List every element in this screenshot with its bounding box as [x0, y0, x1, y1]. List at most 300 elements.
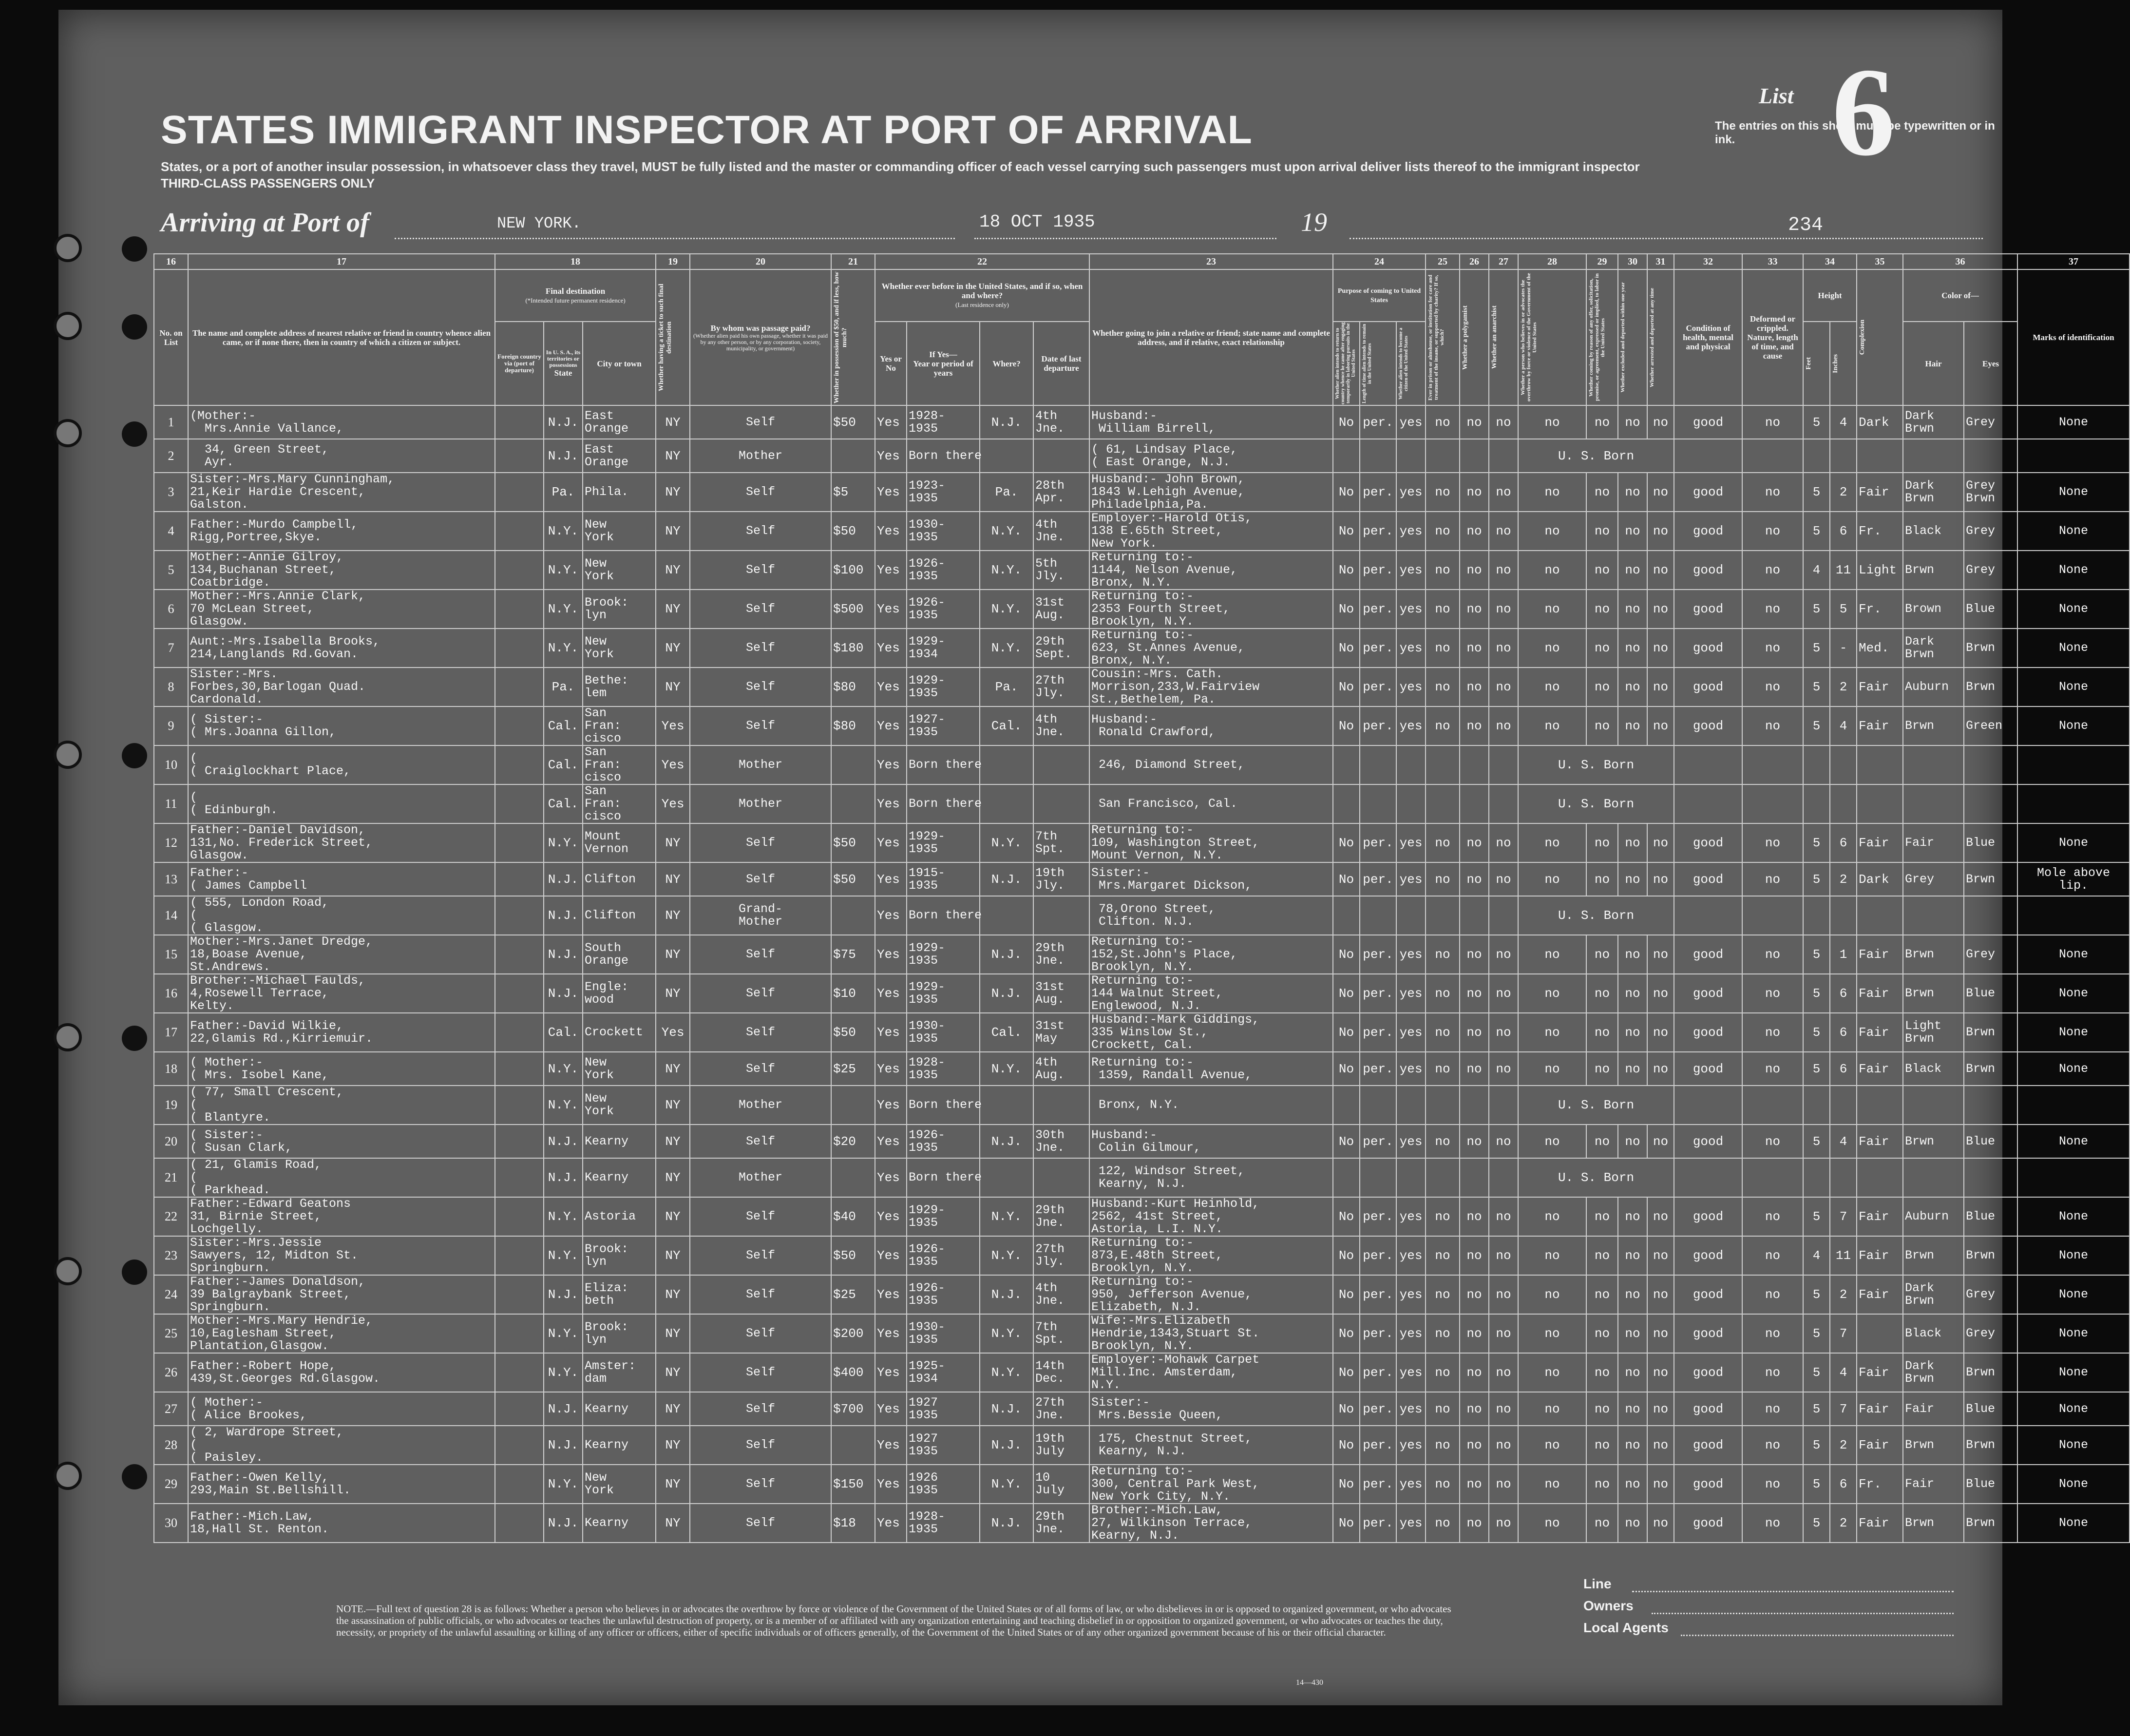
prison-value [1426, 439, 1460, 473]
row-number: 12 [154, 823, 188, 862]
departure-date: 27th Jly. [1033, 1236, 1089, 1275]
complexion-value: Fair [1857, 1013, 1903, 1052]
purpose-citizen: yes [1396, 1392, 1426, 1426]
identification-marks: None [2017, 1197, 2130, 1236]
before-us-value: Yes [875, 551, 907, 590]
header-marks: Marks of identification [2017, 269, 2130, 405]
ticket-value: NY [656, 551, 690, 590]
row-number: 30 [154, 1504, 188, 1543]
passage-paid-by: Self [690, 1236, 831, 1275]
foreign-country [495, 629, 544, 668]
prison-value: no [1426, 1052, 1460, 1086]
relative-abroad: ( Sister:- ( Mrs.Joanna Gillon, [188, 706, 495, 745]
relative-abroad: Mother:-Mrs.Mary Hendrie, 10,Eaglesham Street, Plantation,Glasgow. [188, 1314, 495, 1353]
destination-state: N.Y. [544, 1465, 583, 1504]
departure-date: 10 July [1033, 1465, 1089, 1504]
relative-abroad: Sister:-Mrs.Mary Cunningham, 21,Keir Hardie Crescent, Galston. [188, 473, 495, 512]
foreign-country [495, 1158, 544, 1197]
row-number: 15 [154, 935, 188, 974]
purpose-citizen [1396, 439, 1426, 473]
before-us-where: N.J. [980, 974, 1033, 1013]
excluded-value: no [1618, 1236, 1647, 1275]
health-value [1674, 1158, 1742, 1197]
contract-value: no [1586, 1465, 1618, 1504]
contract-value: no [1586, 551, 1618, 590]
height-inches: 1 [1830, 935, 1857, 974]
height-feet: 5 [1803, 473, 1830, 512]
eye-color: Grey [1964, 551, 2017, 590]
hair-color [1903, 896, 1964, 935]
contract-value: no [1586, 1052, 1618, 1086]
passage-paid-by: Self [690, 629, 831, 668]
purpose-citizen: yes [1396, 629, 1426, 668]
eye-color [1964, 896, 2017, 935]
table-row [154, 896, 2130, 935]
joining-relative: Bronx, N.Y. [1089, 1086, 1333, 1125]
before-us-value: Yes [875, 629, 907, 668]
prison-value: no [1426, 1504, 1460, 1543]
departure-date: 4th Jne. [1033, 512, 1089, 551]
table-row [154, 1504, 2130, 1543]
binder-hole [54, 741, 82, 769]
identification-marks: None [2017, 1465, 2130, 1504]
money-value: $50 [831, 512, 875, 551]
overthrow-value: U. S. Born [1518, 896, 1674, 935]
identification-marks: None [2017, 473, 2130, 512]
overthrow-value: no [1518, 629, 1586, 668]
destination-state: N.J. [544, 862, 583, 896]
overthrow-value: U. S. Born [1518, 439, 1674, 473]
purpose-return: No [1333, 512, 1360, 551]
purpose-length: per. [1360, 590, 1396, 629]
deformed-value: no [1742, 862, 1803, 896]
health-value: good [1674, 935, 1742, 974]
health-value: good [1674, 1052, 1742, 1086]
health-value: good [1674, 551, 1742, 590]
table-row [154, 1086, 2130, 1125]
complexion-value: Fair [1857, 668, 1903, 706]
arrested-value: no [1647, 551, 1674, 590]
table-row [154, 629, 2130, 668]
ticket-value: NY [656, 896, 690, 935]
arrested-value: no [1647, 405, 1674, 439]
anarchist-value [1489, 1086, 1518, 1125]
deformed-value [1742, 784, 1803, 823]
identification-marks [2017, 896, 2130, 935]
relative-abroad: Father:-Daniel Davidson, 131,No. Frederick Street, Glasgow. [188, 823, 495, 862]
health-value [1674, 896, 1742, 935]
relative-abroad: Father:-Robert Hope, 439,St.Georges Rd.Glasgow. [188, 1353, 495, 1392]
anarchist-value: no [1489, 1465, 1518, 1504]
polygamist-value: no [1460, 405, 1489, 439]
prison-value: no [1426, 629, 1460, 668]
height-inches: 6 [1830, 974, 1857, 1013]
table-row [154, 1236, 2130, 1275]
arrested-value: no [1647, 1236, 1674, 1275]
table-row [154, 1392, 2130, 1426]
hair-color: Auburn [1903, 668, 1964, 706]
purpose-citizen: yes [1396, 706, 1426, 745]
table-row [154, 1353, 2130, 1392]
before-us-where: Pa. [980, 473, 1033, 512]
ticket-value: NY [656, 590, 690, 629]
purpose-length: per. [1360, 862, 1396, 896]
overthrow-value: no [1518, 1236, 1586, 1275]
eye-color: Brwn [1964, 1236, 2017, 1275]
header-no-on-list: No. on List [154, 269, 188, 405]
height-feet: 5 [1803, 1353, 1830, 1392]
departure-date: 19th Jly. [1033, 862, 1089, 896]
ticket-value: NY [656, 1275, 690, 1314]
joining-relative: 78,Orono Street, Clifton. N.J. [1089, 896, 1333, 935]
row-number: 10 [154, 745, 188, 784]
contract-value: no [1586, 668, 1618, 706]
deformed-value: no [1742, 512, 1803, 551]
ticket-value: NY [656, 1236, 690, 1275]
arrested-value: no [1647, 706, 1674, 745]
anarchist-value: no [1489, 974, 1518, 1013]
deformed-value: no [1742, 1013, 1803, 1052]
joining-relative: Employer:-Harold Otis, 138 E.65th Street, New York. [1089, 512, 1333, 551]
col-num: 34 [1803, 254, 1857, 269]
identification-marks: None [2017, 935, 2130, 974]
excluded-value: no [1618, 551, 1647, 590]
joining-relative: Returning to:- 144 Walnut Street, Englewood, N.J. [1089, 974, 1333, 1013]
departure-date: 27th Jne. [1033, 1392, 1089, 1426]
departure-date: 31st May [1033, 1013, 1089, 1052]
prison-value: no [1426, 473, 1460, 512]
arrested-value: no [1647, 823, 1674, 862]
table-row [154, 439, 2130, 473]
identification-marks: None [2017, 1013, 2130, 1052]
passage-paid-by: Self [690, 1392, 831, 1426]
destination-city: Kearny [583, 1125, 656, 1158]
purpose-length: per. [1360, 1236, 1396, 1275]
binder-hole [54, 1257, 82, 1285]
footer-note: NOTE.—Full text of question 28 is as follows: Whether a person who believes in or advocates the overthrow by force or violence of the Government of the United States or of all forms of law, or who disbelieves in or is opposed to organized government, or who advocates the assassination of public officials, or who advocates or teaches the unlawful destruction of property, or is a member of or affiliated with any organization entertaining and teaching disbelief in or opposition to organized government, or who advocates or teaches the duty, necessity, or propriety of the unlawful assaulting or killing of any officer or officers, either of specific individuals or of officers generally, of the Government of the United States or of any other organized government because of his or their official character. [336, 1603, 1451, 1638]
excluded-value: no [1618, 1353, 1647, 1392]
destination-state: Cal. [544, 784, 583, 823]
relative-abroad: Father:-Edward Geatons 31, Birnie Street, Lochgelly. [188, 1197, 495, 1236]
row-number: 3 [154, 473, 188, 512]
col-num: 20 [690, 254, 831, 269]
height-feet: 5 [1803, 1275, 1830, 1314]
joining-relative: San Francisco, Cal. [1089, 784, 1333, 823]
height-feet [1803, 745, 1830, 784]
complexion-label: Complexion [1859, 320, 1866, 355]
polygamist-value: no [1460, 1426, 1489, 1465]
purpose-return: No [1333, 935, 1360, 974]
purpose-return: No [1333, 551, 1360, 590]
purpose-return: No [1333, 629, 1360, 668]
identification-marks: None [2017, 1236, 2130, 1275]
purpose-citizen: yes [1396, 1052, 1426, 1086]
prison-value: no [1426, 1426, 1460, 1465]
before-us-years: 1926- 1935 [907, 1275, 980, 1314]
hair-color: Fair [1903, 823, 1964, 862]
height-inches: 2 [1830, 1426, 1857, 1465]
eye-color: Grey [1964, 405, 2017, 439]
row-number: 19 [154, 1086, 188, 1125]
identification-marks [2017, 1158, 2130, 1197]
destination-city: Amster: dam [583, 1353, 656, 1392]
hair-color: Black [1903, 1314, 1964, 1353]
prison-value: no [1426, 551, 1460, 590]
height-inches: 4 [1830, 1353, 1857, 1392]
overthrow-value: no [1518, 862, 1586, 896]
passage-paid-by: Self [690, 974, 831, 1013]
identification-marks: None [2017, 1353, 2130, 1392]
row-number: 23 [154, 1236, 188, 1275]
relative-abroad: ( 21, Glamis Road, ( ( Parkhead. [188, 1158, 495, 1197]
health-value: good [1674, 590, 1742, 629]
col-num: 31 [1647, 254, 1674, 269]
purpose-c-label: Whether alien intends to become a citizen of the United States [1398, 327, 1409, 400]
header-before-us [875, 269, 1089, 322]
health-value: good [1674, 629, 1742, 668]
ticket-value: NY [656, 473, 690, 512]
table-row [154, 1314, 2130, 1353]
complexion-value: Fair [1857, 1275, 1903, 1314]
destination-city: New York [583, 1052, 656, 1086]
deformed-value: no [1742, 1197, 1803, 1236]
before-us-value: Yes [875, 896, 907, 935]
purpose-return: No [1333, 1314, 1360, 1353]
ticket-value: NY [656, 1086, 690, 1125]
joining-relative: Husband:-Kurt Heinhold, 2562, 41st Street, Astoria, L.I. N.Y. [1089, 1197, 1333, 1236]
row-number: 27 [154, 1392, 188, 1426]
polygamist-value: no [1460, 1236, 1489, 1275]
joining-relative: Husband:- John Brown, 1843 W.Lehigh Avenue, Philadelphia,Pa. [1089, 473, 1333, 512]
binder-hole [122, 1464, 147, 1489]
height-inches: 2 [1830, 1504, 1857, 1543]
destination-city: New York [583, 629, 656, 668]
anarchist-value [1489, 439, 1518, 473]
deformed-value [1742, 439, 1803, 473]
purpose-length: per. [1360, 1504, 1396, 1543]
destination-city: New York [583, 551, 656, 590]
overthrow-value: no [1518, 551, 1586, 590]
prison-value: no [1426, 1275, 1460, 1314]
table-row [154, 1197, 2130, 1236]
complexion-value: Dark [1857, 862, 1903, 896]
destination-city: New York [583, 1465, 656, 1504]
binder-hole [122, 1259, 147, 1285]
inches-label: Inches [1832, 354, 1840, 373]
purpose-length [1360, 1158, 1396, 1197]
identification-marks: None [2017, 590, 2130, 629]
excluded-value: no [1618, 1197, 1647, 1236]
before-us-value: Yes [875, 1392, 907, 1426]
purpose-return [1333, 784, 1360, 823]
complexion-value [1857, 1158, 1903, 1197]
purpose-length: per. [1360, 935, 1396, 974]
excluded-value: no [1618, 473, 1647, 512]
polygamist-value: no [1460, 1353, 1489, 1392]
departure-date [1033, 1158, 1089, 1197]
departure-date: 30th Jne. [1033, 1125, 1089, 1158]
before-us-value: Yes [875, 1504, 907, 1543]
eye-color: Brwn [1964, 1426, 2017, 1465]
agents-label: Local Agents [1583, 1620, 1669, 1635]
purpose-citizen: yes [1396, 1426, 1426, 1465]
complexion-value: Fair [1857, 1426, 1903, 1465]
overthrow-value: no [1518, 668, 1586, 706]
row-number: 7 [154, 629, 188, 668]
joining-relative: Returning to:- 623, St.Annes Avenue, Bronx, N.Y. [1089, 629, 1333, 668]
purpose-return: No [1333, 1392, 1360, 1426]
prison-value: no [1426, 1013, 1460, 1052]
health-value: good [1674, 1504, 1742, 1543]
departure-date: 29th Jne. [1033, 1197, 1089, 1236]
height-feet: 5 [1803, 1426, 1830, 1465]
identification-marks: None [2017, 551, 2130, 590]
height-feet [1803, 439, 1830, 473]
joining-relative: Husband:- William Birrell, [1089, 405, 1333, 439]
anarchist-value: no [1489, 1197, 1518, 1236]
before-us-years: 1929- 1935 [907, 1197, 980, 1236]
anarchist-value: no [1489, 551, 1518, 590]
before-us-where: N.J. [980, 935, 1033, 974]
passage-paid-sub: (Whether alien paid his own passage, whether it was paid by any other person, or by any corporation, society, municipality, or government) [693, 332, 828, 352]
destination-state: Cal. [544, 745, 583, 784]
hair-color [1903, 1086, 1964, 1125]
row-number: 22 [154, 1197, 188, 1236]
relative-abroad: ( ( Edinburgh. [188, 784, 495, 823]
money-value: $180 [831, 629, 875, 668]
height-feet [1803, 784, 1830, 823]
row-number: 11 [154, 784, 188, 823]
hair-color [1903, 784, 1964, 823]
col-num: 36 [1903, 254, 2017, 269]
purpose-citizen: yes [1396, 512, 1426, 551]
deformed-value [1742, 1158, 1803, 1197]
header-state [544, 322, 583, 405]
purpose-citizen: yes [1396, 862, 1426, 896]
foreign-country [495, 1197, 544, 1236]
passage-paid-by: Self [690, 1504, 831, 1543]
contract-value: no [1586, 706, 1618, 745]
identification-marks: None [2017, 668, 2130, 706]
binder-hole [54, 419, 82, 447]
money-value: $80 [831, 668, 875, 706]
purpose-return: No [1333, 823, 1360, 862]
col-num: 21 [831, 254, 875, 269]
prison-value [1426, 1158, 1460, 1197]
binder-hole [122, 421, 147, 447]
height-inches: 7 [1830, 1392, 1857, 1426]
before-us-where [980, 1158, 1033, 1197]
binder-hole [54, 1023, 82, 1051]
purpose-citizen: yes [1396, 668, 1426, 706]
departure-date: 29th Sept. [1033, 629, 1089, 668]
polygamist-value: no [1460, 629, 1489, 668]
owners-field [1652, 1613, 1954, 1614]
relative-abroad: Mother:-Mrs.Janet Dredge, 18,Boase Avenue, St.Andrews. [188, 935, 495, 974]
height-feet [1803, 1158, 1830, 1197]
overthrow-value: no [1518, 935, 1586, 974]
header-city: City or town [583, 322, 656, 405]
excluded-value: no [1618, 590, 1647, 629]
binder-hole [122, 743, 147, 768]
height-inches: 2 [1830, 668, 1857, 706]
height-feet: 5 [1803, 974, 1830, 1013]
eye-color [1964, 1086, 2017, 1125]
arrested-label: Whether arrested and deported at any time [1649, 287, 1655, 387]
identification-marks: Mole above lip. [2017, 862, 2130, 896]
excluded-value: no [1618, 1052, 1647, 1086]
before-us-years: 1928- 1935 [907, 405, 980, 439]
before-us-value: Yes [875, 784, 907, 823]
ticket-value: Yes [656, 1013, 690, 1052]
before-us-value: Yes [875, 590, 907, 629]
arrested-value: no [1647, 1392, 1674, 1426]
row-number: 18 [154, 1052, 188, 1086]
departure-date: 4th Jne. [1033, 706, 1089, 745]
purpose-length: per. [1360, 1125, 1396, 1158]
purpose-b-label: Length of time alien intends to remain in the United States [1362, 324, 1373, 403]
destination-city: East Orange [583, 439, 656, 473]
ticket-value: NY [656, 823, 690, 862]
destination-city: Eliza: beth [583, 1275, 656, 1314]
col-num: 16 [154, 254, 188, 269]
excluded-value: no [1618, 1013, 1647, 1052]
destination-state: N.Y. [544, 629, 583, 668]
ticket-value: NY [656, 1426, 690, 1465]
destination-state: N.J. [544, 1275, 583, 1314]
hair-color: Brwn [1903, 1236, 1964, 1275]
relative-abroad: Father:-Murdo Campbell, Rigg,Portree,Skye. [188, 512, 495, 551]
before-us-where: N.J. [980, 1504, 1033, 1543]
purpose-return: No [1333, 1426, 1360, 1465]
anarchist-value: no [1489, 1236, 1518, 1275]
purpose-return: No [1333, 974, 1360, 1013]
height-feet: 5 [1803, 1013, 1830, 1052]
purpose-length: per. [1360, 512, 1396, 551]
overthrow-label: Whether a person who believes in or advocates the overthrow by force or violence of the Government of the United States [1520, 273, 1538, 402]
anarchist-value [1489, 784, 1518, 823]
overthrow-value: no [1518, 1465, 1586, 1504]
purpose-return: No [1333, 590, 1360, 629]
complexion-value: Fair [1857, 1392, 1903, 1426]
polygamist-value: no [1460, 862, 1489, 896]
before-us-years: 1929- 1934 [907, 629, 980, 668]
joining-relative: Returning to:- 873,E.48th Street, Brooklyn, N.Y. [1089, 1236, 1333, 1275]
height-feet [1803, 1086, 1830, 1125]
health-value: good [1674, 706, 1742, 745]
excluded-value: no [1618, 1125, 1647, 1158]
excluded-value: no [1618, 1275, 1647, 1314]
relative-abroad: Father:-Owen Kelly, 293,Main St.Bellshill. [188, 1465, 495, 1504]
destination-city: Brook: lyn [583, 1314, 656, 1353]
destination-city: East Orange [583, 405, 656, 439]
arrested-value: no [1647, 473, 1674, 512]
ticket-value: NY [656, 1314, 690, 1353]
destination-state: Pa. [544, 668, 583, 706]
money-value: $80 [831, 706, 875, 745]
header-where: Where? [980, 322, 1033, 405]
complexion-value: Fr. [1857, 590, 1903, 629]
arrested-value: no [1647, 1426, 1674, 1465]
relative-abroad: 34, Green Street, Ayr. [188, 439, 495, 473]
identification-marks [2017, 745, 2130, 784]
purpose-return: No [1333, 1125, 1360, 1158]
foreign-country [495, 1052, 544, 1086]
page-title: STATES IMMIGRANT INSPECTOR AT PORT OF ARRIVAL [161, 108, 1253, 152]
before-us-years: 1926- 1935 [907, 551, 980, 590]
overthrow-value: U. S. Born [1518, 1086, 1674, 1125]
departure-date: 14th Dec. [1033, 1353, 1089, 1392]
